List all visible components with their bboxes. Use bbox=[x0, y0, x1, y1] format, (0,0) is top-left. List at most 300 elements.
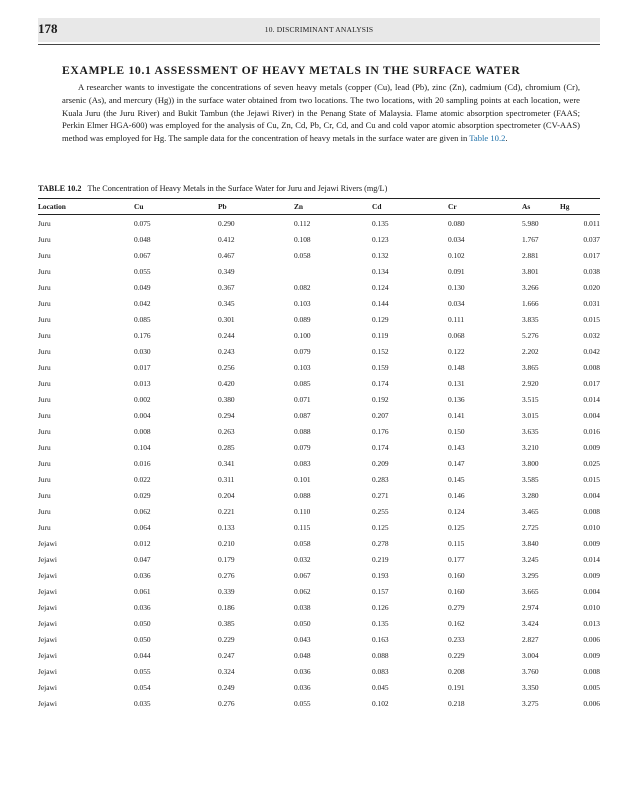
table-cell-cd: 0.124 bbox=[372, 282, 389, 292]
table-body bbox=[38, 215, 600, 712]
table-cell-location: Juru bbox=[38, 458, 51, 468]
table-row bbox=[38, 631, 600, 647]
table-cell-cd: 0.045 bbox=[372, 682, 389, 692]
table-cell-as: 3.835 bbox=[522, 314, 539, 324]
table-cell-cr: 0.160 bbox=[448, 570, 465, 580]
table-cell-as: 3.275 bbox=[522, 698, 539, 708]
table-cell-as: 3.585 bbox=[522, 474, 539, 484]
table-cell-pb: 0.341 bbox=[218, 458, 235, 468]
table-cell-as: 2.725 bbox=[522, 522, 539, 532]
table-cell-cr: 0.145 bbox=[448, 474, 465, 484]
table-cell-location: Juru bbox=[38, 522, 51, 532]
table-cell-zn: 0.055 bbox=[294, 698, 311, 708]
table-cell-zn: 0.062 bbox=[294, 586, 311, 596]
table-cell-location: Jejawi bbox=[38, 666, 57, 676]
table-row bbox=[38, 679, 600, 695]
table-cell-location: Jejawi bbox=[38, 618, 57, 628]
table-cell-cu: 0.075 bbox=[134, 218, 151, 228]
table-cell-zn: 0.103 bbox=[294, 298, 311, 308]
table-cell-cu: 0.085 bbox=[134, 314, 151, 324]
table-row bbox=[38, 535, 600, 551]
table-row bbox=[38, 567, 600, 583]
table-cell-location: Juru bbox=[38, 346, 51, 356]
table-cell-cr: 0.091 bbox=[448, 266, 465, 276]
table-number: TABLE 10.2 bbox=[38, 184, 82, 193]
table-cell-hg: 0.015 bbox=[583, 314, 600, 324]
table-cell-hg: 0.014 bbox=[583, 554, 600, 564]
table-cell-pb: 0.247 bbox=[218, 650, 235, 660]
running-head bbox=[38, 18, 600, 42]
column-header-cr: Cr bbox=[448, 199, 522, 215]
table-cell-hg: 0.042 bbox=[583, 346, 600, 356]
table-cell-hg: 0.031 bbox=[583, 298, 600, 308]
table-cell-as: 3.801 bbox=[522, 266, 539, 276]
table-cell-pb: 0.385 bbox=[218, 618, 235, 628]
table-cell-hg: 0.006 bbox=[583, 698, 600, 708]
table-cell-cu: 0.044 bbox=[134, 650, 151, 660]
table-cell-cr: 0.147 bbox=[448, 458, 465, 468]
table-cell-cr: 0.136 bbox=[448, 394, 465, 404]
column-header-zn: Zn bbox=[294, 199, 372, 215]
table-cell-zn: 0.058 bbox=[294, 250, 311, 260]
column-header-location: Location bbox=[38, 199, 134, 215]
table-row bbox=[38, 231, 600, 247]
table-cell-cu: 0.002 bbox=[134, 394, 151, 404]
table-cell-cu: 0.176 bbox=[134, 330, 151, 340]
table-cell-zn: 0.110 bbox=[294, 506, 311, 516]
table-cell-cr: 0.218 bbox=[448, 698, 465, 708]
table-cell-pb: 0.345 bbox=[218, 298, 235, 308]
table-cell-cr: 0.279 bbox=[448, 602, 465, 612]
table-cell-hg: 0.025 bbox=[583, 458, 600, 468]
table-cell-cu: 0.012 bbox=[134, 538, 151, 548]
table-row bbox=[38, 663, 600, 679]
table-cell-pb: 0.294 bbox=[218, 410, 235, 420]
table-cell-location: Juru bbox=[38, 250, 51, 260]
table-cell-cd: 0.083 bbox=[372, 666, 389, 676]
table-cell-cd: 0.192 bbox=[372, 394, 389, 404]
table-cell-cd: 0.255 bbox=[372, 506, 389, 516]
table-cell-cu: 0.104 bbox=[134, 442, 151, 452]
column-header-hg: Hg bbox=[560, 199, 600, 215]
table-cell-cu: 0.017 bbox=[134, 362, 151, 372]
table-cell-cu: 0.042 bbox=[134, 298, 151, 308]
table-cell-hg: 0.004 bbox=[583, 586, 600, 596]
table-cell-cd: 0.129 bbox=[372, 314, 389, 324]
page-number: 178 bbox=[38, 21, 58, 36]
table-cell-pb: 0.243 bbox=[218, 346, 235, 356]
table-cell-location: Juru bbox=[38, 266, 51, 276]
table-cell-zn: 0.089 bbox=[294, 314, 311, 324]
table-cell-cd: 0.159 bbox=[372, 362, 389, 372]
table-cell-hg: 0.038 bbox=[583, 266, 600, 276]
table-cell-cu: 0.036 bbox=[134, 602, 151, 612]
table-cell-pb: 0.204 bbox=[218, 490, 235, 500]
table-cell-cd: 0.176 bbox=[372, 426, 389, 436]
table-cell-cu: 0.022 bbox=[134, 474, 151, 484]
table-cell-hg: 0.004 bbox=[583, 490, 600, 500]
table-cell-pb: 0.186 bbox=[218, 602, 235, 612]
table-cell-zn: 0.036 bbox=[294, 682, 311, 692]
table-cell-cd: 0.135 bbox=[372, 618, 389, 628]
table-cell-location: Juru bbox=[38, 218, 51, 228]
table-cell-location: Jejawi bbox=[38, 586, 57, 596]
table-cell-hg: 0.010 bbox=[583, 522, 600, 532]
header-rule bbox=[38, 44, 600, 45]
table-cell-as: 3.266 bbox=[522, 282, 539, 292]
table-cell-zn: 0.036 bbox=[294, 666, 311, 676]
table-cell-location: Jejawi bbox=[38, 634, 57, 644]
example-body-text: A researcher wants to investigate the concentrations of seven heavy metals (copper (Cu), lead (Pb), zinc (Zn), cadmium (Cd), chromium (Cr), arsenic (As), and mercury (Hg)) in the surface water obtained from two locations. The two locations, with 20 sampling points at each location, were Kuala Juru (the Juru River) and Bukit Tambun (the Jejawi River) in the Penang State of Malaysia. Flame atomic absorption spectrometer (FAAS; Perkin Elmer HGA-600) was employed for the analysis of Cu, Zn, Cd, Pb, Cr, Cd, and Cu and cold vapor atomic absorption spectrometer (CV-AAS) method was employed for Hg. The sample data for the concentration of heavy metals in the surface water are given in bbox=[62, 82, 580, 144]
example-body-end: . bbox=[505, 133, 508, 144]
table-cell-hg: 0.005 bbox=[583, 682, 600, 692]
table-cell-cu: 0.047 bbox=[134, 554, 151, 564]
table-reference-link[interactable]: Table 10.2 bbox=[469, 133, 506, 144]
table-cell-hg: 0.008 bbox=[583, 506, 600, 516]
table-cell-as: 2.881 bbox=[522, 250, 539, 260]
table-cell-location: Jejawi bbox=[38, 650, 57, 660]
table-cell-location: Jejawi bbox=[38, 554, 57, 564]
table-row bbox=[38, 455, 600, 471]
table-row bbox=[38, 247, 600, 263]
table-cell-cr: 0.131 bbox=[448, 378, 465, 388]
table-cell-hg: 0.006 bbox=[583, 634, 600, 644]
table-cell-pb: 0.412 bbox=[218, 234, 235, 244]
table-cell-as: 3.760 bbox=[522, 666, 539, 676]
table-cell-cu: 0.048 bbox=[134, 234, 151, 244]
table-cell-zn: 0.058 bbox=[294, 538, 311, 548]
table-cell-cr: 0.177 bbox=[448, 554, 465, 564]
table-cell-as: 3.665 bbox=[522, 586, 539, 596]
table-cell-zn: 0.050 bbox=[294, 618, 311, 628]
table-cell-cd: 0.125 bbox=[372, 522, 389, 532]
table-cell-cu: 0.036 bbox=[134, 570, 151, 580]
table-cell-zn: 0.087 bbox=[294, 410, 311, 420]
table-cell-location: Jejawi bbox=[38, 602, 57, 612]
table-cell-zn: 0.038 bbox=[294, 602, 311, 612]
table-cell-zn: 0.115 bbox=[294, 522, 311, 532]
table-cell-zn: 0.103 bbox=[294, 362, 311, 372]
table-row bbox=[38, 391, 600, 407]
table-cell-zn: 0.032 bbox=[294, 554, 311, 564]
table-cell-hg: 0.008 bbox=[583, 666, 600, 676]
table-cell-as: 3.865 bbox=[522, 362, 539, 372]
table-cell-cr: 0.162 bbox=[448, 618, 465, 628]
table-cell-zn: 0.088 bbox=[294, 490, 311, 500]
table-cell-hg: 0.008 bbox=[583, 362, 600, 372]
table-cell-hg: 0.020 bbox=[583, 282, 600, 292]
table-cell-cd: 0.163 bbox=[372, 634, 389, 644]
table-cell-cr: 0.233 bbox=[448, 634, 465, 644]
table-cell-cr: 0.122 bbox=[448, 346, 465, 356]
table-cell-cu: 0.067 bbox=[134, 250, 151, 260]
table-cell-pb: 0.290 bbox=[218, 218, 235, 228]
table-cell-cd: 0.174 bbox=[372, 442, 389, 452]
table-cell-location: Juru bbox=[38, 378, 51, 388]
table-cell-cu: 0.013 bbox=[134, 378, 151, 388]
table-cell-pb: 0.263 bbox=[218, 426, 235, 436]
table-cell-location: Jejawi bbox=[38, 682, 57, 692]
table-cell-as: 3.245 bbox=[522, 554, 539, 564]
table-cell-cr: 0.130 bbox=[448, 282, 465, 292]
table-cell-location: Juru bbox=[38, 410, 51, 420]
table-cell-hg: 0.017 bbox=[583, 250, 600, 260]
table-cell-location: Juru bbox=[38, 330, 51, 340]
table-cell-location: Jejawi bbox=[38, 698, 57, 708]
table-cell-pb: 0.249 bbox=[218, 682, 235, 692]
table-cell-pb: 0.339 bbox=[218, 586, 235, 596]
table-caption bbox=[38, 184, 387, 193]
table-cell-cd: 0.174 bbox=[372, 378, 389, 388]
table-cell-hg: 0.017 bbox=[583, 378, 600, 388]
column-header-as: As bbox=[522, 199, 560, 215]
table-cell-cu: 0.049 bbox=[134, 282, 151, 292]
table-cell-zn: 0.043 bbox=[294, 634, 311, 644]
table-cell-hg: 0.013 bbox=[583, 618, 600, 628]
table-cell-cd: 0.088 bbox=[372, 650, 389, 660]
table-cell-zn: 0.088 bbox=[294, 426, 311, 436]
table-cell-as: 2.974 bbox=[522, 602, 539, 612]
table-cell-location: Juru bbox=[38, 442, 51, 452]
table-row bbox=[38, 503, 600, 519]
table-row bbox=[38, 295, 600, 311]
table-cell-cu: 0.055 bbox=[134, 266, 151, 276]
table-cell-pb: 0.133 bbox=[218, 522, 235, 532]
table-cell-cd: 0.283 bbox=[372, 474, 389, 484]
table-row bbox=[38, 423, 600, 439]
table-cell-cr: 0.102 bbox=[448, 250, 465, 260]
table-cell-cu: 0.064 bbox=[134, 522, 151, 532]
table-cell-cu: 0.030 bbox=[134, 346, 151, 356]
table-cell-cd: 0.152 bbox=[372, 346, 389, 356]
table-cell-as: 3.015 bbox=[522, 410, 539, 420]
example-paragraph bbox=[62, 81, 580, 145]
table-cell-as: 1.767 bbox=[522, 234, 539, 244]
table-row bbox=[38, 599, 600, 615]
table-cell-cr: 0.125 bbox=[448, 522, 465, 532]
table-cell-location: Juru bbox=[38, 394, 51, 404]
table-row bbox=[38, 375, 600, 391]
table-cell-cu: 0.050 bbox=[134, 618, 151, 628]
table-row bbox=[38, 551, 600, 567]
table-cell-zn bbox=[294, 263, 372, 279]
table-cell-pb: 0.324 bbox=[218, 666, 235, 676]
table-cell-cd: 0.102 bbox=[372, 698, 389, 708]
table-cell-pb: 0.244 bbox=[218, 330, 235, 340]
table-cell-pb: 0.221 bbox=[218, 506, 235, 516]
table-caption-text: The Concentration of Heavy Metals in the Surface Water for Juru and Jejawi Rivers (mg/L) bbox=[87, 184, 388, 193]
table-cell-hg: 0.010 bbox=[583, 602, 600, 612]
table-cell-cr: 0.080 bbox=[448, 218, 465, 228]
table-cell-as: 2.920 bbox=[522, 378, 539, 388]
table-row bbox=[38, 263, 600, 279]
table-cell-cd: 0.123 bbox=[372, 234, 389, 244]
table-cell-zn: 0.082 bbox=[294, 282, 311, 292]
table-cell-pb: 0.301 bbox=[218, 314, 235, 324]
column-header-cd: Cd bbox=[372, 199, 448, 215]
table-cell-cd: 0.135 bbox=[372, 218, 389, 228]
example-heading: EXAMPLE 10.1 ASSESSMENT OF HEAVY METALS IN THE SURFACE WATER bbox=[62, 64, 521, 77]
table-cell-hg: 0.009 bbox=[583, 442, 600, 452]
table-cell-as: 3.465 bbox=[522, 506, 539, 516]
table-cell-hg: 0.004 bbox=[583, 410, 600, 420]
table-cell-as: 3.800 bbox=[522, 458, 539, 468]
table-cell-pb: 0.467 bbox=[218, 250, 235, 260]
table-cell-pb: 0.420 bbox=[218, 378, 235, 388]
table-row bbox=[38, 343, 600, 359]
table-cell-cu: 0.055 bbox=[134, 666, 151, 676]
table-cell-cr: 0.124 bbox=[448, 506, 465, 516]
table-cell-location: Jejawi bbox=[38, 538, 57, 548]
table-cell-as: 2.827 bbox=[522, 634, 539, 644]
table-cell-cr: 0.111 bbox=[448, 314, 465, 324]
table-cell-cr: 0.143 bbox=[448, 442, 465, 452]
table-row bbox=[38, 439, 600, 455]
table-cell-zn: 0.101 bbox=[294, 474, 311, 484]
table-cell-pb: 0.256 bbox=[218, 362, 235, 372]
table-cell-as: 2.202 bbox=[522, 346, 539, 356]
table-cell-pb: 0.276 bbox=[218, 570, 235, 580]
table-cell-cd: 0.271 bbox=[372, 490, 389, 500]
table-cell-as: 3.424 bbox=[522, 618, 539, 628]
table-cell-zn: 0.071 bbox=[294, 394, 311, 404]
table-cell-cr: 0.141 bbox=[448, 410, 465, 420]
table-cell-cu: 0.016 bbox=[134, 458, 151, 468]
table-cell-as: 5.980 bbox=[522, 218, 539, 228]
table-cell-as: 3.210 bbox=[522, 442, 539, 452]
table-cell-cd: 0.157 bbox=[372, 586, 389, 596]
table-cell-cr: 0.191 bbox=[448, 682, 465, 692]
table-cell-as: 5.276 bbox=[522, 330, 539, 340]
table-cell-cr: 0.068 bbox=[448, 330, 465, 340]
table-cell-hg: 0.009 bbox=[583, 650, 600, 660]
table-row bbox=[38, 311, 600, 327]
table-cell-cd: 0.209 bbox=[372, 458, 389, 468]
table-cell-cr: 0.115 bbox=[448, 538, 465, 548]
table-cell-as: 3.635 bbox=[522, 426, 539, 436]
table-cell-cd: 0.219 bbox=[372, 554, 389, 564]
table-row bbox=[38, 279, 600, 295]
table-cell-location: Juru bbox=[38, 506, 51, 516]
table-cell-zn: 0.079 bbox=[294, 346, 311, 356]
table-cell-as: 3.295 bbox=[522, 570, 539, 580]
table-cell-cr: 0.208 bbox=[448, 666, 465, 676]
table-cell-cd: 0.144 bbox=[372, 298, 389, 308]
table-cell-location: Juru bbox=[38, 314, 51, 324]
table-row bbox=[38, 647, 600, 663]
table-cell-pb: 0.380 bbox=[218, 394, 235, 404]
table-cell-zn: 0.108 bbox=[294, 234, 311, 244]
table-cell-zn: 0.112 bbox=[294, 218, 311, 228]
table-cell-location: Juru bbox=[38, 426, 51, 436]
table-cell-pb: 0.367 bbox=[218, 282, 235, 292]
table-cell-zn: 0.083 bbox=[294, 458, 311, 468]
heavy-metals-table bbox=[38, 198, 600, 711]
table-cell-pb: 0.349 bbox=[218, 266, 235, 276]
table-row bbox=[38, 215, 600, 232]
table-cell-as: 3.840 bbox=[522, 538, 539, 548]
table-cell-cu: 0.061 bbox=[134, 586, 151, 596]
table-row bbox=[38, 583, 600, 599]
table-cell-hg: 0.015 bbox=[583, 474, 600, 484]
table-cell-zn: 0.079 bbox=[294, 442, 311, 452]
table-cell-as: 3.350 bbox=[522, 682, 539, 692]
table-cell-location: Juru bbox=[38, 474, 51, 484]
table-header-row bbox=[38, 199, 600, 215]
table-cell-cu: 0.035 bbox=[134, 698, 151, 708]
table-cell-cd: 0.119 bbox=[372, 330, 389, 340]
table-cell-pb: 0.311 bbox=[218, 474, 235, 484]
table-cell-as: 3.515 bbox=[522, 394, 539, 404]
table-row bbox=[38, 359, 600, 375]
table-cell-pb: 0.276 bbox=[218, 698, 235, 708]
table-cell-cd: 0.193 bbox=[372, 570, 389, 580]
table-cell-cu: 0.050 bbox=[134, 634, 151, 644]
chapter-title: 10. DISCRIMINANT ANALYSIS bbox=[264, 25, 374, 34]
table-cell-cu: 0.054 bbox=[134, 682, 151, 692]
table-cell-cu: 0.062 bbox=[134, 506, 151, 516]
table-cell-pb: 0.285 bbox=[218, 442, 235, 452]
table-cell-hg: 0.014 bbox=[583, 394, 600, 404]
table-cell-zn: 0.067 bbox=[294, 570, 311, 580]
table-cell-cr: 0.229 bbox=[448, 650, 465, 660]
table-cell-location: Jejawi bbox=[38, 570, 57, 580]
table-row bbox=[38, 519, 600, 535]
table-cell-cd: 0.126 bbox=[372, 602, 389, 612]
column-header-cu: Cu bbox=[134, 199, 218, 215]
table-cell-location: Juru bbox=[38, 282, 51, 292]
table-cell-cr: 0.150 bbox=[448, 426, 465, 436]
table-cell-hg: 0.009 bbox=[583, 570, 600, 580]
table-cell-location: Juru bbox=[38, 234, 51, 244]
table-row bbox=[38, 695, 600, 711]
table-cell-hg: 0.009 bbox=[583, 538, 600, 548]
table-cell-hg: 0.032 bbox=[583, 330, 600, 340]
table-cell-as: 1.666 bbox=[522, 298, 539, 308]
table-cell-pb: 0.210 bbox=[218, 538, 235, 548]
table-row bbox=[38, 407, 600, 423]
table-cell-cu: 0.004 bbox=[134, 410, 151, 420]
table-row bbox=[38, 487, 600, 503]
table-row bbox=[38, 327, 600, 343]
table-cell-location: Juru bbox=[38, 362, 51, 372]
table-cell-location: Juru bbox=[38, 490, 51, 500]
table-cell-cr: 0.160 bbox=[448, 586, 465, 596]
table-cell-hg: 0.016 bbox=[583, 426, 600, 436]
table-cell-cd: 0.132 bbox=[372, 250, 389, 260]
table-cell-zn: 0.100 bbox=[294, 330, 311, 340]
table-row bbox=[38, 471, 600, 487]
table-cell-cd: 0.278 bbox=[372, 538, 389, 548]
table-cell-pb: 0.179 bbox=[218, 554, 235, 564]
table-cell-hg: 0.011 bbox=[583, 218, 600, 228]
table-cell-cr: 0.034 bbox=[448, 298, 465, 308]
table-cell-location: Juru bbox=[38, 298, 51, 308]
table-cell-cd: 0.134 bbox=[372, 266, 389, 276]
table-cell-cu: 0.029 bbox=[134, 490, 151, 500]
table-cell-pb: 0.229 bbox=[218, 634, 235, 644]
table-cell-cr: 0.146 bbox=[448, 490, 465, 500]
table-cell-cu: 0.008 bbox=[134, 426, 151, 436]
table-cell-cr: 0.034 bbox=[448, 234, 465, 244]
table-cell-as: 3.004 bbox=[522, 650, 539, 660]
table-cell-cr: 0.148 bbox=[448, 362, 465, 372]
table-row bbox=[38, 615, 600, 631]
table-cell-cd: 0.207 bbox=[372, 410, 389, 420]
column-header-pb: Pb bbox=[218, 199, 294, 215]
table-cell-hg: 0.037 bbox=[583, 234, 600, 244]
table-cell-zn: 0.048 bbox=[294, 650, 311, 660]
